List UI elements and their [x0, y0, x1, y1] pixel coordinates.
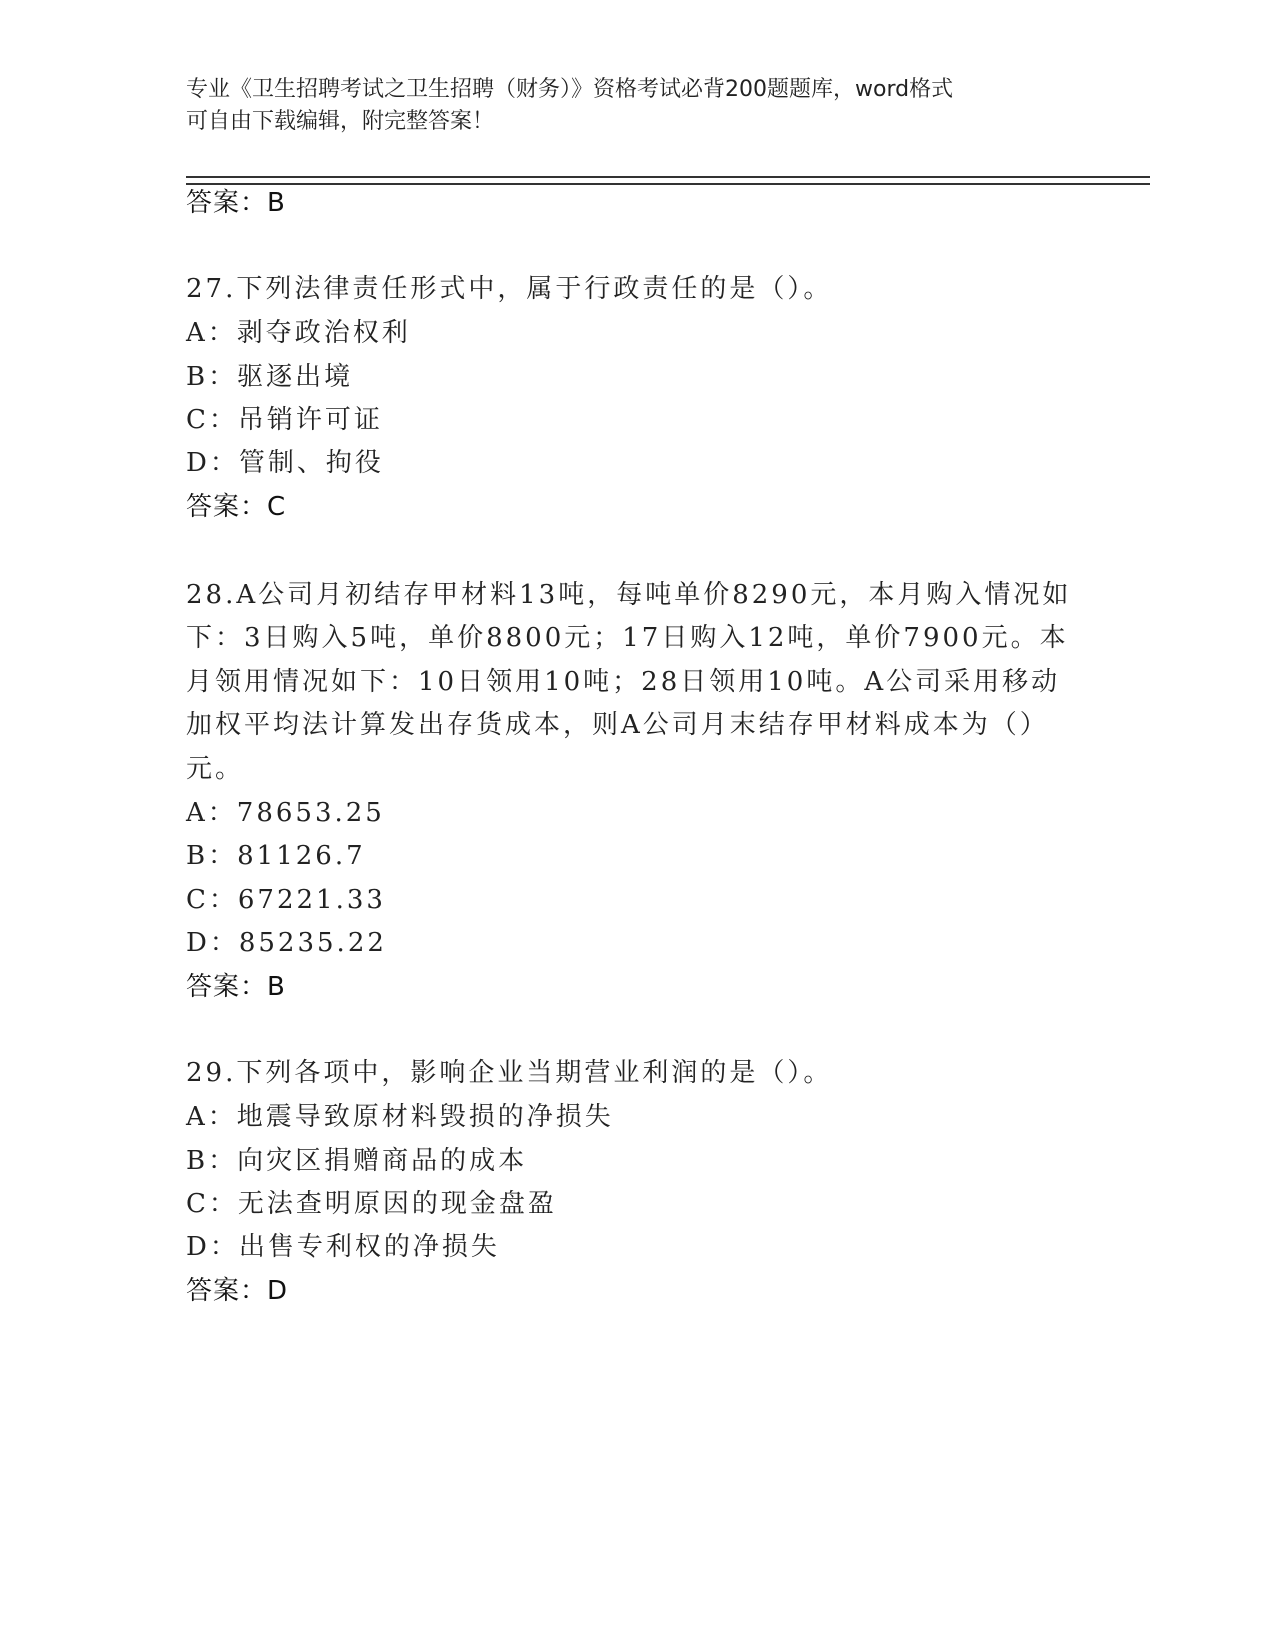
- question-29-option-a: A：地震导致原材料毁损的净损失: [186, 1102, 614, 1132]
- header-title-line1: 专业《卫生招聘考试之卫生招聘（财务）》资格考试必背200题题库，word格式: [186, 77, 954, 102]
- question-27-answer: 答案：C: [186, 492, 287, 522]
- question-29-option-c: C：无法查明原因的现金盘盈: [186, 1189, 557, 1219]
- question-28-option-d: D：85235.22: [186, 928, 387, 958]
- question-29-option-b: B：向灾区捐赠商品的成本: [186, 1146, 528, 1176]
- question-28-option-b: B：81126.7: [186, 841, 366, 871]
- question-28-stem-line-4: 加权平均法计算发出存货成本，则A公司月末结存甲材料成本为（）: [186, 710, 1049, 740]
- previous-answer: 答案：B: [186, 188, 286, 218]
- question-27-stem: 27.下列法律责任形式中，属于行政责任的是（）。: [186, 274, 833, 304]
- question-28-answer: 答案：B: [186, 972, 286, 1002]
- question-28-stem-line-2: 下：3日购入5吨，单价8800元；17日购入12吨，单价7900元。本: [186, 623, 1069, 653]
- question-28-stem-line-5: 元。: [186, 754, 245, 784]
- question-28-option-a: A：78653.25: [186, 798, 385, 828]
- question-27-option-b: B：驱逐出境: [186, 362, 354, 392]
- question-28-option-c: C：67221.33: [186, 885, 386, 915]
- question-28-stem-line-1: 28.A公司月初结存甲材料13吨，每吨单价8290元，本月购入情况如: [186, 580, 1072, 610]
- question-28-stem-line-3: 月领用情况如下：10日领用10吨；28日领用10吨。A公司采用移动: [186, 667, 1061, 697]
- question-29-stem: 29.下列各项中，影响企业当期营业利润的是（）。: [186, 1058, 833, 1088]
- page-header: [186, 74, 1086, 138]
- header-title-line2: 可自由下载编辑，附完整答案！: [186, 109, 495, 134]
- header-divider-top: [186, 176, 1150, 178]
- header-divider-bottom: [186, 183, 1150, 185]
- question-27-option-c: C：吊销许可证: [186, 405, 383, 435]
- question-29-option-d: D：出售专利权的净损失: [186, 1232, 500, 1262]
- question-27-option-a: A：剥夺政治权利: [186, 318, 411, 348]
- question-27-option-d: D：管制、拘役: [186, 448, 384, 478]
- question-29-answer: 答案：D: [186, 1276, 289, 1306]
